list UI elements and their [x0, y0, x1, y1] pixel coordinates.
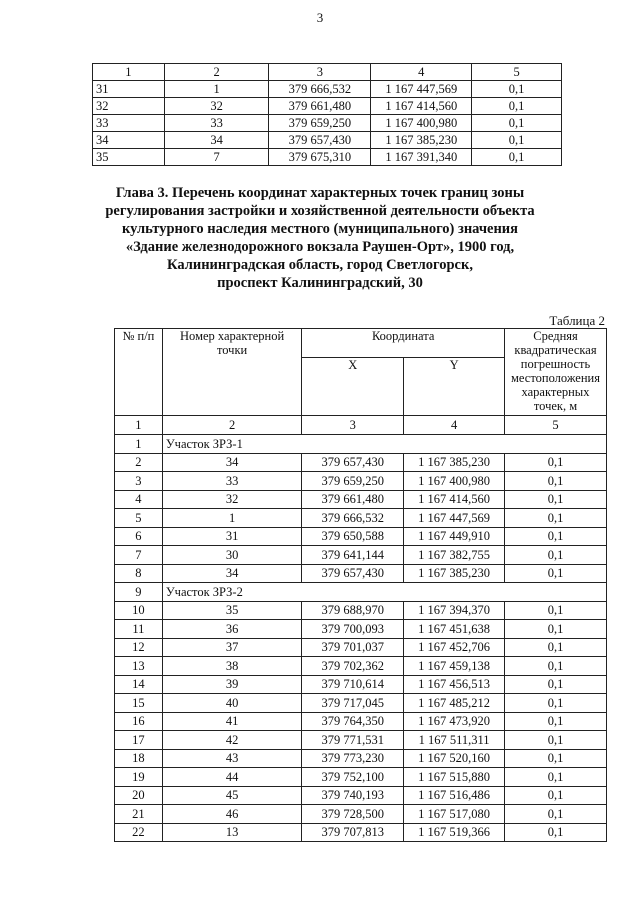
coordinate-x: 379 688,970 — [302, 601, 404, 620]
row-number: 10 — [115, 601, 163, 620]
table-cell: 0,1 — [472, 149, 562, 166]
table-row — [115, 657, 607, 676]
coordinate-x: 379 650,588 — [302, 527, 404, 546]
coordinate-x: 379 657,430 — [302, 453, 404, 472]
point-number: 34 — [162, 564, 302, 583]
chapter-heading — [40, 184, 600, 292]
table-cell: 1 167 447,569 — [371, 81, 472, 98]
coordinate-x: 379 666,532 — [302, 509, 404, 528]
mean-square-error: 0,1 — [505, 601, 607, 620]
table-row — [115, 712, 607, 731]
section-label: Участок ЗРЗ-2 — [162, 583, 606, 602]
table-cell: 1 167 391,340 — [371, 149, 472, 166]
mean-square-error: 0,1 — [505, 786, 607, 805]
table-cell: 0,1 — [472, 115, 562, 132]
table-cell: 0,1 — [472, 132, 562, 149]
coordinate-y: 1 167 400,980 — [404, 472, 505, 491]
row-number: 1 — [115, 435, 163, 454]
coordinate-y: 1 167 451,638 — [404, 620, 505, 639]
mean-square-error: 0,1 — [505, 490, 607, 509]
point-number: 30 — [162, 546, 302, 565]
coordinate-y: 1 167 385,230 — [404, 564, 505, 583]
coordinate-y: 1 167 447,569 — [404, 509, 505, 528]
row-number: 22 — [115, 823, 163, 842]
table-cell: 33 — [164, 115, 269, 132]
row-number: 13 — [115, 657, 163, 676]
coordinate-x: 379 700,093 — [302, 620, 404, 639]
table-cell: 35 — [93, 149, 165, 166]
coordinate-x: 379 710,614 — [302, 675, 404, 694]
row-number: 7 — [115, 546, 163, 565]
table1-header-cell: 1 — [93, 64, 165, 81]
mean-square-error: 0,1 — [505, 694, 607, 713]
point-number: 37 — [162, 638, 302, 657]
heading-line: культурного наследия местного (муниципального) значения — [121, 221, 519, 237]
coordinate-y: 1 167 452,706 — [404, 638, 505, 657]
mean-square-error: 0,1 — [505, 509, 607, 528]
coordinate-y: 1 167 517,080 — [404, 805, 505, 824]
coordinate-y: 1 167 382,755 — [404, 546, 505, 565]
coordinate-y: 1 167 516,486 — [404, 786, 505, 805]
section-label: Участок ЗРЗ-1 — [162, 435, 606, 454]
mean-square-error: 0,1 — [505, 657, 607, 676]
point-number: 35 — [162, 601, 302, 620]
table-row — [115, 823, 607, 842]
coordinate-y: 1 167 414,560 — [404, 490, 505, 509]
coordinate-x: 379 773,230 — [302, 749, 404, 768]
coordinate-x: 379 701,037 — [302, 638, 404, 657]
coordinate-y: 1 167 519,366 — [404, 823, 505, 842]
row-number: 4 — [115, 490, 163, 509]
table-row — [115, 786, 607, 805]
table-cell: 33 — [93, 115, 165, 132]
coordinate-x: 379 659,250 — [302, 472, 404, 491]
heading-line: «Здание железнодорожного вокзала Раушен-Орт», 1900 год, — [125, 239, 515, 255]
page-number: 3 — [316, 10, 324, 25]
coordinate-y: 1 167 520,160 — [404, 749, 505, 768]
table-row — [115, 472, 607, 491]
coordinate-x: 379 771,531 — [302, 731, 404, 750]
table-cell: 0,1 — [472, 98, 562, 115]
table-cell: 32 — [164, 98, 269, 115]
point-number: 31 — [162, 527, 302, 546]
point-number: 13 — [162, 823, 302, 842]
table-row — [115, 805, 607, 824]
header-numbering: 1 — [115, 416, 163, 435]
table-row — [115, 768, 607, 787]
table-cell: 1 167 414,560 — [371, 98, 472, 115]
row-number: 21 — [115, 805, 163, 824]
row-number: 17 — [115, 731, 163, 750]
coordinate-y: 1 167 456,513 — [404, 675, 505, 694]
coordinate-x: 379 740,193 — [302, 786, 404, 805]
row-number: 6 — [115, 527, 163, 546]
table-row — [115, 601, 607, 620]
mean-square-error: 0,1 — [505, 453, 607, 472]
point-number: 32 — [162, 490, 302, 509]
row-number: 11 — [115, 620, 163, 639]
point-number: 41 — [162, 712, 302, 731]
coordinate-y: 1 167 449,910 — [404, 527, 505, 546]
header-numbering: 5 — [505, 416, 607, 435]
table1-header-cell: 2 — [164, 64, 269, 81]
header-mean-square-error: Средняя квадратическая погрешность местоположения характерных точек, м — [505, 329, 607, 416]
coordinate-x: 379 707,813 — [302, 823, 404, 842]
coordinate-x: 379 641,144 — [302, 546, 404, 565]
header-coordinate: Координата — [302, 329, 505, 358]
section-row — [115, 435, 607, 454]
row-number: 8 — [115, 564, 163, 583]
table-cell: 0,1 — [472, 81, 562, 98]
table1-header-cell: 4 — [371, 64, 472, 81]
coordinate-y: 1 167 459,138 — [404, 657, 505, 676]
heading-line: Калининградская область, город Светлогорск, — [167, 257, 473, 273]
table-cell: 1 167 385,230 — [371, 132, 472, 149]
table-cell: 379 661,480 — [269, 98, 371, 115]
table-cell: 379 675,310 — [269, 149, 371, 166]
mean-square-error: 0,1 — [505, 564, 607, 583]
table-row — [115, 546, 607, 565]
header-point-number: Номер характерной точки — [162, 329, 302, 416]
header-numbering: 2 — [162, 416, 302, 435]
coordinate-y: 1 167 385,230 — [404, 453, 505, 472]
point-number: 40 — [162, 694, 302, 713]
header-numbering: 4 — [404, 416, 505, 435]
heading-line: регулирования застройки и хозяйственной деятельности объекта — [105, 203, 535, 219]
table-row — [115, 453, 607, 472]
table-cell: 379 659,250 — [269, 115, 371, 132]
table1-header-cell: 5 — [472, 64, 562, 81]
point-number: 36 — [162, 620, 302, 639]
table-cell: 34 — [164, 132, 269, 149]
table-cell: 1 — [164, 81, 269, 98]
row-number: 18 — [115, 749, 163, 768]
table-row — [115, 638, 607, 657]
mean-square-error: 0,1 — [505, 823, 607, 842]
coordinate-x: 379 702,362 — [302, 657, 404, 676]
mean-square-error: 0,1 — [505, 472, 607, 491]
point-number: 45 — [162, 786, 302, 805]
row-number: 20 — [115, 786, 163, 805]
row-number: 12 — [115, 638, 163, 657]
row-number: 2 — [115, 453, 163, 472]
table-row — [115, 694, 607, 713]
table-row — [115, 490, 607, 509]
mean-square-error: 0,1 — [505, 620, 607, 639]
header-y: Y — [404, 358, 505, 416]
row-number: 3 — [115, 472, 163, 491]
table-cell: 34 — [93, 132, 165, 149]
header-numbering: 3 — [302, 416, 404, 435]
table-cell: 1 167 400,980 — [371, 115, 472, 132]
point-number: 34 — [162, 453, 302, 472]
point-number: 44 — [162, 768, 302, 787]
row-number: 9 — [115, 583, 163, 602]
table-cell: 379 666,532 — [269, 81, 371, 98]
point-number: 1 — [162, 509, 302, 528]
heading-line: Глава 3. Перечень координат характерных точек границ зоны — [115, 185, 525, 201]
header-number: № п/п — [115, 329, 163, 416]
mean-square-error: 0,1 — [505, 675, 607, 694]
table-row — [115, 509, 607, 528]
table1-header-row — [93, 64, 562, 81]
coordinate-x: 379 657,430 — [302, 564, 404, 583]
table-row — [93, 149, 562, 166]
coordinate-x: 379 717,045 — [302, 694, 404, 713]
table-row — [115, 749, 607, 768]
coordinate-x: 379 728,500 — [302, 805, 404, 824]
row-number: 14 — [115, 675, 163, 694]
table-cell: 31 — [93, 81, 165, 98]
mean-square-error: 0,1 — [505, 768, 607, 787]
coordinate-y: 1 167 394,370 — [404, 601, 505, 620]
table-row — [115, 564, 607, 583]
table-row — [93, 98, 562, 115]
point-number: 42 — [162, 731, 302, 750]
coordinates-table-continued — [92, 63, 562, 166]
coordinate-y: 1 167 515,880 — [404, 768, 505, 787]
table-row — [115, 731, 607, 750]
coordinate-y: 1 167 511,311 — [404, 731, 505, 750]
section-row — [115, 583, 607, 602]
table-label: Таблица 2 — [549, 313, 605, 328]
mean-square-error: 0,1 — [505, 731, 607, 750]
header-x: X — [302, 358, 404, 416]
table-row — [93, 81, 562, 98]
coordinate-x: 379 764,350 — [302, 712, 404, 731]
table1-header-cell: 3 — [269, 64, 371, 81]
table-row — [115, 620, 607, 639]
row-number: 19 — [115, 768, 163, 787]
table-row — [115, 527, 607, 546]
table-row — [115, 675, 607, 694]
row-number: 5 — [115, 509, 163, 528]
mean-square-error: 0,1 — [505, 749, 607, 768]
mean-square-error: 0,1 — [505, 546, 607, 565]
table-row — [93, 115, 562, 132]
point-number: 39 — [162, 675, 302, 694]
mean-square-error: 0,1 — [505, 805, 607, 824]
coordinate-y: 1 167 485,212 — [404, 694, 505, 713]
table2-body — [115, 435, 607, 842]
row-number: 15 — [115, 694, 163, 713]
point-number: 33 — [162, 472, 302, 491]
table-cell: 379 657,430 — [269, 132, 371, 149]
point-number: 38 — [162, 657, 302, 676]
coordinates-table — [114, 328, 607, 842]
table-row — [93, 132, 562, 149]
point-number: 43 — [162, 749, 302, 768]
row-number: 16 — [115, 712, 163, 731]
coordinate-y: 1 167 473,920 — [404, 712, 505, 731]
mean-square-error: 0,1 — [505, 638, 607, 657]
point-number: 46 — [162, 805, 302, 824]
table1-body — [93, 64, 562, 166]
heading-line: проспект Калининградский, 30 — [217, 275, 423, 291]
table-cell: 32 — [93, 98, 165, 115]
mean-square-error: 0,1 — [505, 527, 607, 546]
coordinate-x: 379 661,480 — [302, 490, 404, 509]
mean-square-error: 0,1 — [505, 712, 607, 731]
table-cell: 7 — [164, 149, 269, 166]
coordinate-x: 379 752,100 — [302, 768, 404, 787]
